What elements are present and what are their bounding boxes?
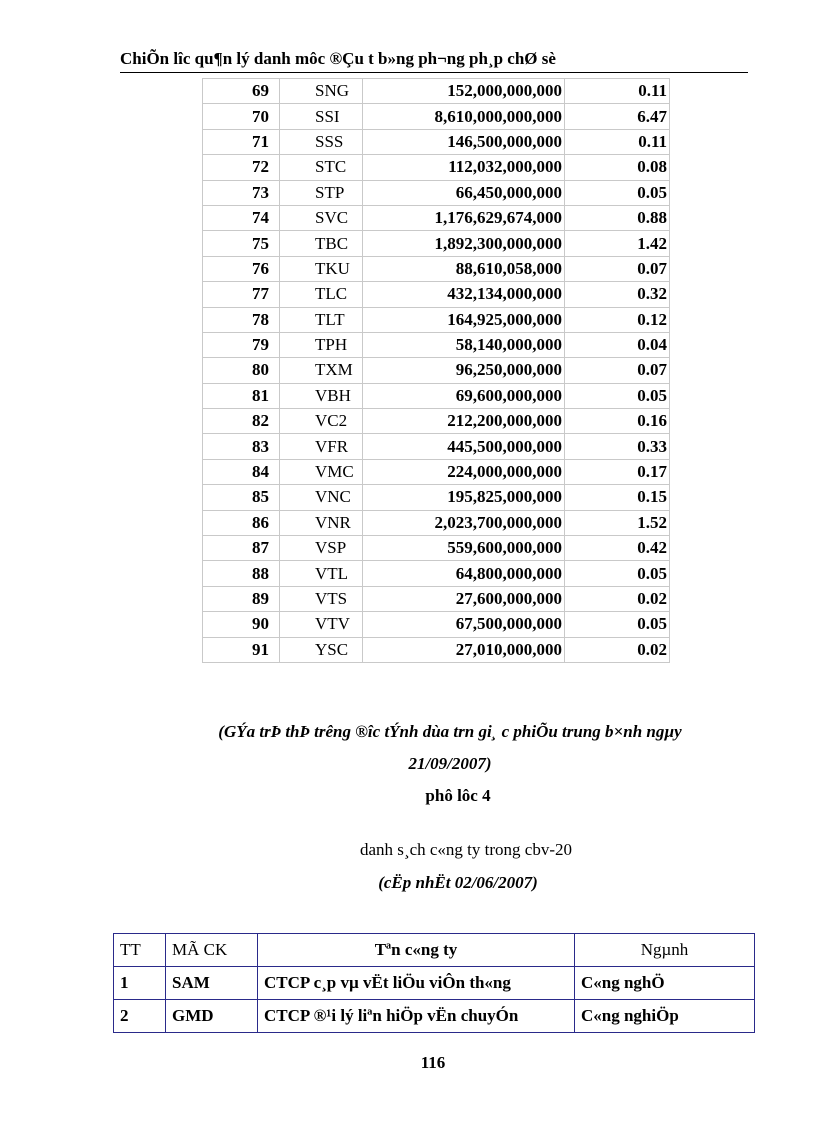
stock-code: VSP bbox=[280, 536, 363, 561]
stock-code: SVC bbox=[280, 205, 363, 230]
company-code: GMD bbox=[166, 1000, 258, 1033]
valuation-note-line-2: 21/09/2007) bbox=[408, 754, 492, 773]
market-value: 64,800,000,000 bbox=[363, 561, 565, 586]
page-number: 116 bbox=[420, 1053, 446, 1072]
row-number: 76 bbox=[203, 256, 280, 281]
table-row bbox=[203, 332, 670, 357]
stock-code: STC bbox=[280, 155, 363, 180]
market-value: 212,200,000,000 bbox=[363, 409, 565, 434]
weight-percent: 0.05 bbox=[565, 561, 670, 586]
company-code: SAM bbox=[166, 967, 258, 1000]
company-tt: 1 bbox=[114, 967, 166, 1000]
header-company-name: Tªn c«ng ty bbox=[258, 934, 575, 967]
stock-code: TXM bbox=[280, 358, 363, 383]
table-row bbox=[203, 155, 670, 180]
header-tt: TT bbox=[114, 934, 166, 967]
market-value: 445,500,000,000 bbox=[363, 434, 565, 459]
weight-percent: 1.52 bbox=[565, 510, 670, 535]
market-value: 66,450,000,000 bbox=[363, 180, 565, 205]
valuation-note bbox=[150, 716, 750, 780]
weight-percent: 0.16 bbox=[565, 409, 670, 434]
stock-code: TPH bbox=[280, 332, 363, 357]
row-number: 74 bbox=[203, 205, 280, 230]
stock-code: VTV bbox=[280, 612, 363, 637]
table-row bbox=[203, 231, 670, 256]
weight-percent: 0.07 bbox=[565, 358, 670, 383]
table-row bbox=[203, 180, 670, 205]
weight-percent: 0.17 bbox=[565, 459, 670, 484]
weight-percent: 0.15 bbox=[565, 485, 670, 510]
company-sector: C«ng nghiÖp bbox=[575, 1000, 755, 1033]
table-row bbox=[203, 586, 670, 611]
market-value: 195,825,000,000 bbox=[363, 485, 565, 510]
stock-code: VFR bbox=[280, 434, 363, 459]
market-value: 559,600,000,000 bbox=[363, 536, 565, 561]
weight-percent: 0.33 bbox=[565, 434, 670, 459]
market-value: 67,500,000,000 bbox=[363, 612, 565, 637]
table-row bbox=[203, 79, 670, 104]
row-number: 81 bbox=[203, 383, 280, 408]
weight-percent: 0.02 bbox=[565, 637, 670, 662]
table-row bbox=[203, 409, 670, 434]
market-value: 164,925,000,000 bbox=[363, 307, 565, 332]
company-table-header-row bbox=[114, 934, 755, 967]
row-number: 78 bbox=[203, 307, 280, 332]
row-number: 69 bbox=[203, 79, 280, 104]
table-row bbox=[203, 459, 670, 484]
market-value: 27,600,000,000 bbox=[363, 586, 565, 611]
weight-percent: 0.42 bbox=[565, 536, 670, 561]
weight-percent: 0.32 bbox=[565, 282, 670, 307]
market-value: 27,010,000,000 bbox=[363, 637, 565, 662]
market-value: 96,250,000,000 bbox=[363, 358, 565, 383]
appendix-title: phô lôc 4 bbox=[425, 786, 491, 805]
market-value: 8,610,000,000,000 bbox=[363, 104, 565, 129]
stock-code: TKU bbox=[280, 256, 363, 281]
market-value: 69,600,000,000 bbox=[363, 383, 565, 408]
row-number: 70 bbox=[203, 104, 280, 129]
company-tt: 2 bbox=[114, 1000, 166, 1033]
company-row bbox=[114, 967, 755, 1000]
row-number: 82 bbox=[203, 409, 280, 434]
stock-code: VC2 bbox=[280, 409, 363, 434]
row-number: 91 bbox=[203, 637, 280, 662]
market-value: 88,610,058,000 bbox=[363, 256, 565, 281]
weight-percent: 0.11 bbox=[565, 129, 670, 154]
header-ck: MÃ CK bbox=[166, 934, 258, 967]
weight-percent: 0.88 bbox=[565, 205, 670, 230]
market-value: 432,134,000,000 bbox=[363, 282, 565, 307]
weight-percent: 0.05 bbox=[565, 180, 670, 205]
company-name: CTCP c¸p vµ vËt liÖu viÔn th«ng bbox=[258, 967, 575, 1000]
market-value: 146,500,000,000 bbox=[363, 129, 565, 154]
table-row bbox=[203, 256, 670, 281]
table-row bbox=[203, 536, 670, 561]
stock-code: TBC bbox=[280, 231, 363, 256]
table-row bbox=[203, 307, 670, 332]
row-number: 88 bbox=[203, 561, 280, 586]
row-number: 84 bbox=[203, 459, 280, 484]
stock-code: VMC bbox=[280, 459, 363, 484]
table-row bbox=[203, 637, 670, 662]
header-sector: Ngµnh bbox=[575, 934, 755, 967]
company-table bbox=[113, 933, 755, 1033]
market-cap-table-body bbox=[203, 79, 670, 663]
row-number: 77 bbox=[203, 282, 280, 307]
stock-code: VTS bbox=[280, 586, 363, 611]
weight-percent: 0.05 bbox=[565, 612, 670, 637]
company-list-title: danh s¸ch c«ng ty trong cbv-20 bbox=[360, 840, 572, 859]
weight-percent: 0.05 bbox=[565, 383, 670, 408]
market-cap-table bbox=[202, 78, 670, 663]
stock-code: STP bbox=[280, 180, 363, 205]
table-row bbox=[203, 358, 670, 383]
table-row bbox=[203, 205, 670, 230]
market-value: 224,000,000,000 bbox=[363, 459, 565, 484]
row-number: 89 bbox=[203, 586, 280, 611]
market-value: 2,023,700,000,000 bbox=[363, 510, 565, 535]
stock-code: VNC bbox=[280, 485, 363, 510]
table-row bbox=[203, 129, 670, 154]
company-name: CTCP ®¹i lý liªn hiÖp vËn chuyÓn bbox=[258, 1000, 575, 1033]
table-row bbox=[203, 612, 670, 637]
market-value: 112,032,000,000 bbox=[363, 155, 565, 180]
weight-percent: 0.08 bbox=[565, 155, 670, 180]
row-number: 90 bbox=[203, 612, 280, 637]
stock-code: VTL bbox=[280, 561, 363, 586]
stock-code: SNG bbox=[280, 79, 363, 104]
weight-percent: 0.02 bbox=[565, 586, 670, 611]
stock-code: SSS bbox=[280, 129, 363, 154]
row-number: 73 bbox=[203, 180, 280, 205]
row-number: 83 bbox=[203, 434, 280, 459]
row-number: 79 bbox=[203, 332, 280, 357]
table-row bbox=[203, 434, 670, 459]
stock-code: VBH bbox=[280, 383, 363, 408]
weight-percent: 0.04 bbox=[565, 332, 670, 357]
market-value: 1,176,629,674,000 bbox=[363, 205, 565, 230]
valuation-note-line-1: (GÝa trÞ thÞ trêng ®îc tÝnh dùa trn gi¸ c phiÕu trung b×nh ngµy bbox=[218, 722, 682, 741]
market-value: 58,140,000,000 bbox=[363, 332, 565, 357]
table-row bbox=[203, 485, 670, 510]
market-value: 1,892,300,000,000 bbox=[363, 231, 565, 256]
table-row bbox=[203, 282, 670, 307]
table-row bbox=[203, 510, 670, 535]
row-number: 87 bbox=[203, 536, 280, 561]
row-number: 71 bbox=[203, 129, 280, 154]
row-number: 85 bbox=[203, 485, 280, 510]
table-row bbox=[203, 383, 670, 408]
weight-percent: 0.11 bbox=[565, 79, 670, 104]
company-sector: C«ng nghÖ bbox=[575, 967, 755, 1000]
update-date: (cËp nhËt 02/06/2007) bbox=[378, 873, 538, 892]
stock-code: YSC bbox=[280, 637, 363, 662]
stock-code: TLT bbox=[280, 307, 363, 332]
table-row bbox=[203, 561, 670, 586]
market-value: 152,000,000,000 bbox=[363, 79, 565, 104]
weight-percent: 6.47 bbox=[565, 104, 670, 129]
row-number: 80 bbox=[203, 358, 280, 383]
weight-percent: 1.42 bbox=[565, 231, 670, 256]
weight-percent: 0.12 bbox=[565, 307, 670, 332]
row-number: 72 bbox=[203, 155, 280, 180]
stock-code: TLC bbox=[280, 282, 363, 307]
stock-code: SSI bbox=[280, 104, 363, 129]
row-number: 86 bbox=[203, 510, 280, 535]
page-header: ChiÕn lîc qu¶n lý danh môc ®Çu t b»ng ph¬ng ph¸p chØ sè bbox=[120, 48, 748, 73]
company-table-body bbox=[114, 967, 755, 1033]
table-row bbox=[203, 104, 670, 129]
company-row bbox=[114, 1000, 755, 1033]
stock-code: VNR bbox=[280, 510, 363, 535]
row-number: 75 bbox=[203, 231, 280, 256]
weight-percent: 0.07 bbox=[565, 256, 670, 281]
